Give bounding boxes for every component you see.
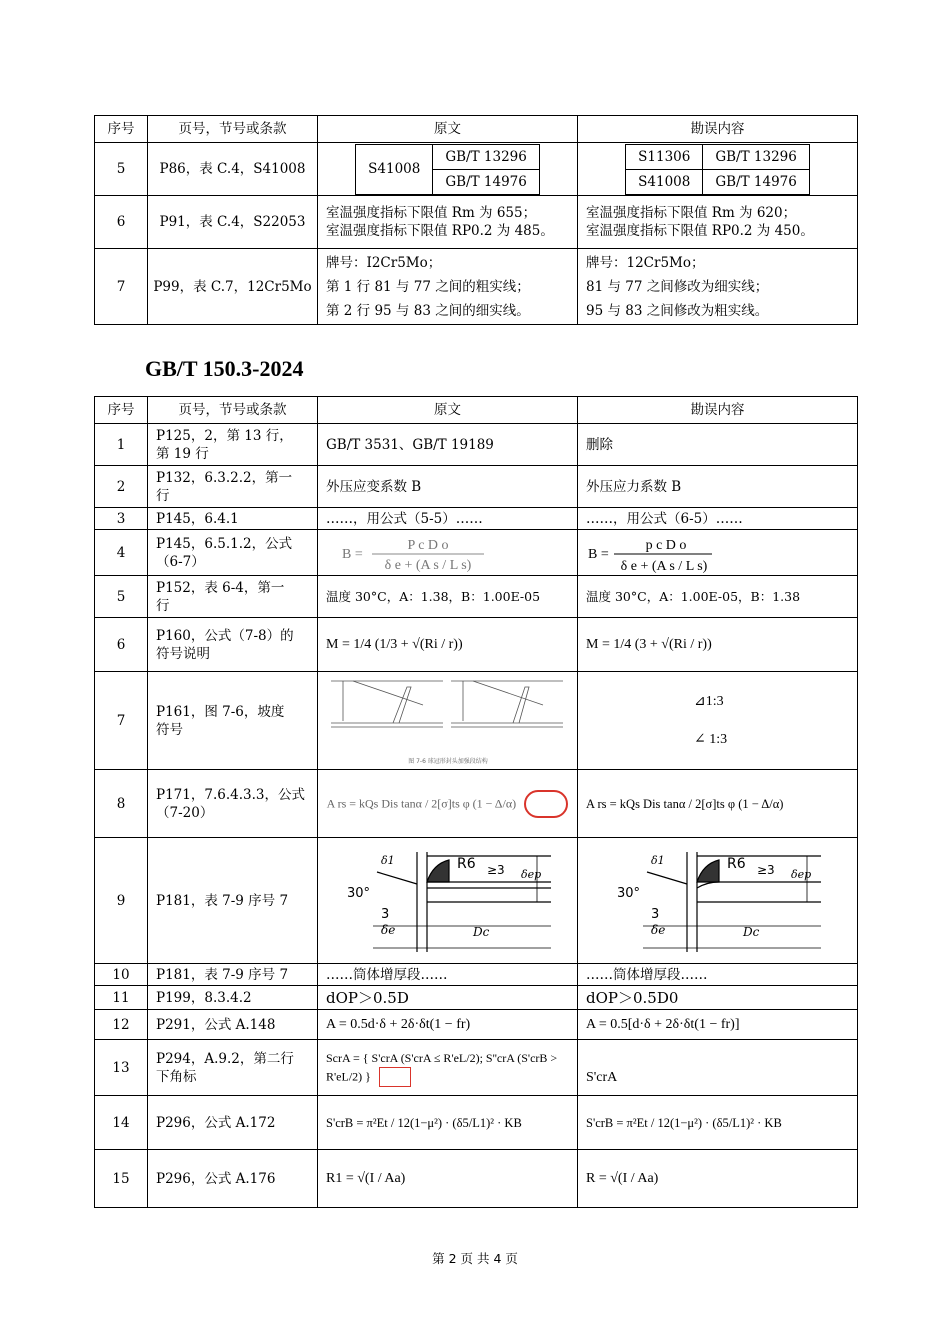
original-subtable [355,144,540,195]
text-line: 符号说明 [156,645,210,662]
text-line: 行 [156,487,170,504]
row-original: ……筒体增厚段…… [318,964,578,986]
row-correction: M = 1/4 (3 + √(Ri / r)) [578,618,858,672]
row-no: 7 [95,672,148,770]
table-row [95,964,858,986]
row-original [318,530,578,576]
row-location [148,424,318,466]
row-no: 5 [95,576,148,618]
row-correction: S'crA [578,1040,858,1096]
header-location: 页号，节号或条款 [148,116,318,143]
row-no: 12 [95,1010,148,1040]
row-location [148,770,318,838]
slope-down-icon: ⊿ [694,693,706,709]
row-location: P199，8.3.4.2 [148,986,318,1010]
table-row [95,1040,858,1096]
table-row [95,466,858,508]
formula-6-7-corrected [586,533,836,573]
table-row [95,1096,858,1150]
row-original: R1 = √(I / Aa) [318,1150,578,1208]
row-correction [578,530,858,576]
table-row [95,576,858,618]
row-no: 1 [95,424,148,466]
highlight-box [379,1067,411,1087]
row-correction [578,249,858,325]
text-line: （7-20） [156,804,214,821]
row-no: 9 [95,838,148,964]
correction-subtable [625,144,810,195]
slope-angle-icon: ∠ [694,731,710,747]
row-correction: A = 0.5[d·δ + 2δ·δt(1 − fr)] [578,1010,858,1040]
text-line: 第 2 行 95 与 83 之间的细实线。 [326,302,530,319]
row-original: A = 0.5d·δ + 2δ·δt(1 − fr) [318,1010,578,1040]
table-row [95,143,858,196]
header-correction: 勘误内容 [578,397,858,424]
min-dim-label: ≥3 [756,862,775,877]
row-location: P91，表 C.4，S22053 [148,196,318,249]
figure-7-6-thumbnail [323,675,573,767]
row-location: P296，公式 A.172 [148,1096,318,1150]
row-correction [578,196,858,249]
grade-cell: S41008 [356,144,433,194]
row-location [148,672,318,770]
section-title: GB/T 150.3-2024 [145,356,304,381]
row-no: 7 [95,249,148,325]
row-correction: S'crB = π²Et / 12(1−μ²) · (δ5/L1)² · KB [578,1096,858,1150]
row-location: P99，表 C.7，12Cr5Mo [148,249,318,325]
text-line: P161，图 7-6，坡度 [156,703,285,720]
row-correction [578,838,858,964]
min-dim-label: ≥3 [486,862,505,877]
text-line: P171，7.6.4.3.3，公式 [156,786,305,803]
formula-lhs: B = [341,546,363,562]
row-correction [578,143,858,196]
row-no: 8 [95,770,148,838]
header-original: 原文 [318,116,578,143]
row-correction: 外压应力系数 B [578,466,858,508]
sketch-right [451,681,563,727]
header-row [95,116,858,143]
row-no: 11 [95,986,148,1010]
row-location: P86，表 C.4，S41008 [148,143,318,196]
dep-label: δep [520,867,541,881]
standard-cell: GB/T 14976 [433,169,540,194]
row-original: 外压应变系数 B [318,466,578,508]
highlight-circle [524,790,568,818]
de-label: δe [650,922,665,937]
row-no: 10 [95,964,148,986]
header-location: 页号，节号或条款 [148,397,318,424]
text-line: 81 与 77 之间修改为细实线； [586,278,769,295]
row-location: P145，6.4.1 [148,508,318,530]
radius-label: R6 [726,855,746,872]
row-location [148,466,318,508]
formula-lhs: B = [588,546,609,562]
formula-numerator: P c D o [406,537,449,553]
text-line: 室温强度指标下限值 Rm 为 620； [586,205,797,221]
row-correction: R = √(I / Aa) [578,1150,858,1208]
text-line: 牌号：12Cr5Mo； [586,254,705,271]
table-row [95,1150,858,1208]
dep-label: δep [790,867,811,881]
row-location: P296，公式 A.176 [148,1150,318,1208]
formula-a-original: ScrA = { S'crA (S'crA ≤ R'eL/2); S''crA (S'crB > R'eL/2) } [326,1050,558,1083]
text-line: 牌号：I2Cr5Mo； [326,254,442,271]
row-original: dOP＞0.5D [318,986,578,1010]
row-location: P181，表 7-9 序号 7 [148,964,318,986]
row-no: 4 [95,530,148,576]
text-line: 行 [156,597,170,614]
text-line: P145，6.5.1.2，公式 [156,535,293,552]
row-location: P291，公式 A.148 [148,1010,318,1040]
angle-label: 30° [616,885,640,901]
table-row [95,249,858,325]
formula-numerator: p c D o [645,537,687,553]
table-row [95,424,858,466]
row-original: 温度 30°C，A：1.38，B：1.00E-05 [318,576,578,618]
row-original [318,770,578,838]
text-line: 室温强度指标下限值 RP0.2 为 450。 [586,223,814,239]
row-no: 13 [95,1040,148,1096]
standard-cell: GB/T 13296 [703,144,810,169]
slope-ratio: 1:3 [705,693,724,709]
formula-7-20-original: A rs = kQs Dis tanα / 2[σ]ts φ (1 − Δ/α) [326,796,517,810]
text-line: P152，表 6-4，第一 [156,579,285,596]
row-correction [578,672,858,770]
header-row [95,397,858,424]
weld-detail-original [337,842,559,960]
d1-label: δ1 [650,853,665,867]
table-row [95,672,858,770]
table-row [95,530,858,576]
row-no: 5 [95,143,148,196]
radius-label: R6 [456,855,476,872]
text-line: P160，公式（7-8）的 [156,627,294,644]
row-no: 14 [95,1096,148,1150]
formula-denominator: δ e + (A s / L s) [620,558,708,573]
row-location [148,1040,318,1096]
sketch-left [331,681,443,727]
table-row [95,1010,858,1040]
row-original [318,249,578,325]
header-original: 原文 [318,397,578,424]
table-row [95,196,858,249]
row-original: M = 1/4 (1/3 + √(Ri / r)) [318,618,578,672]
row-original [318,838,578,964]
row-original [318,196,578,249]
row-location: P181，表 7-9 序号 7 [148,838,318,964]
row-correction: dOP＞0.5D0 [578,986,858,1010]
text-line: 下角标 [156,1068,197,1085]
text-line: P132，6.3.2.2，第一 [156,469,293,486]
header-no: 序号 [95,397,148,424]
dim-3-label: 3 [380,906,389,922]
dc-label: Dc [472,924,489,939]
grade-cell: S11306 [626,144,703,169]
row-correction: ……，用公式（6-5）…… [578,508,858,530]
row-original [318,1040,578,1096]
angle-label: 30° [346,885,370,901]
row-original: GB/T 3531、GB/T 19189 [318,424,578,466]
row-original [318,672,578,770]
text-line: 室温强度指标下限值 RP0.2 为 485。 [326,223,554,239]
row-correction: 温度 30°C，A：1.00E-05，B：1.38 [578,576,858,618]
slope-symbol-2 [694,721,849,759]
text-line: 第 1 行 81 与 77 之间的粗实线； [326,278,530,295]
standard-cell: GB/T 14976 [703,169,810,194]
row-correction: A rs = kQs Dis tanα / 2[σ]ts φ (1 − Δ/α) [578,770,858,838]
table-row [95,986,858,1010]
row-location [148,530,318,576]
standard-cell: GB/T 13296 [433,144,540,169]
dc-label: Dc [742,924,759,939]
row-original: ……，用公式（5-5）…… [318,508,578,530]
text-line: （6-7） [156,553,205,570]
row-no: 15 [95,1150,148,1208]
row-no: 3 [95,508,148,530]
weld-detail-corrected [607,842,829,960]
figure-caption: 图 7-6 球冠形封头加强段结构 [407,757,488,765]
text-line: 符号 [156,721,183,738]
row-no: 2 [95,466,148,508]
errata-table-1 [94,115,858,325]
slope-ratio: 1:3 [709,731,728,747]
table-row [95,770,858,838]
text-line: 95 与 83 之间修改为粗实线。 [586,302,769,319]
d1-label: δ1 [380,853,395,867]
text-line: 室温强度指标下限值 Rm 为 655； [326,205,537,221]
text-line: P294，A.9.2，第二行 [156,1050,294,1067]
text-line: P125，2，第 13 行， [156,427,293,444]
de-label: δe [380,922,395,937]
table-row [95,508,858,530]
header-no: 序号 [95,116,148,143]
dim-3-label: 3 [650,906,659,922]
table-row [95,618,858,672]
formula-denominator: δ e + (A s / L s) [384,557,471,573]
row-correction: ……筒体增厚段…… [578,964,858,986]
errata-table-2 [94,396,858,1208]
header-correction: 勘误内容 [578,116,858,143]
row-no: 6 [95,618,148,672]
page-footer: 第 2 页 共 4 页 [432,1251,518,1266]
grade-cell: S41008 [626,169,703,194]
row-original: S'crB = π²Et / 12(1−μ²) · (δ5/L1)² · KB [318,1096,578,1150]
slope-symbol-1 [694,683,849,721]
row-correction: 删除 [578,424,858,466]
row-no: 6 [95,196,148,249]
row-location [148,618,318,672]
table-row [95,838,858,964]
text-line: 第 19 行 [156,445,209,462]
row-location [148,576,318,618]
formula-6-7-original [328,533,568,573]
row-original [318,143,578,196]
